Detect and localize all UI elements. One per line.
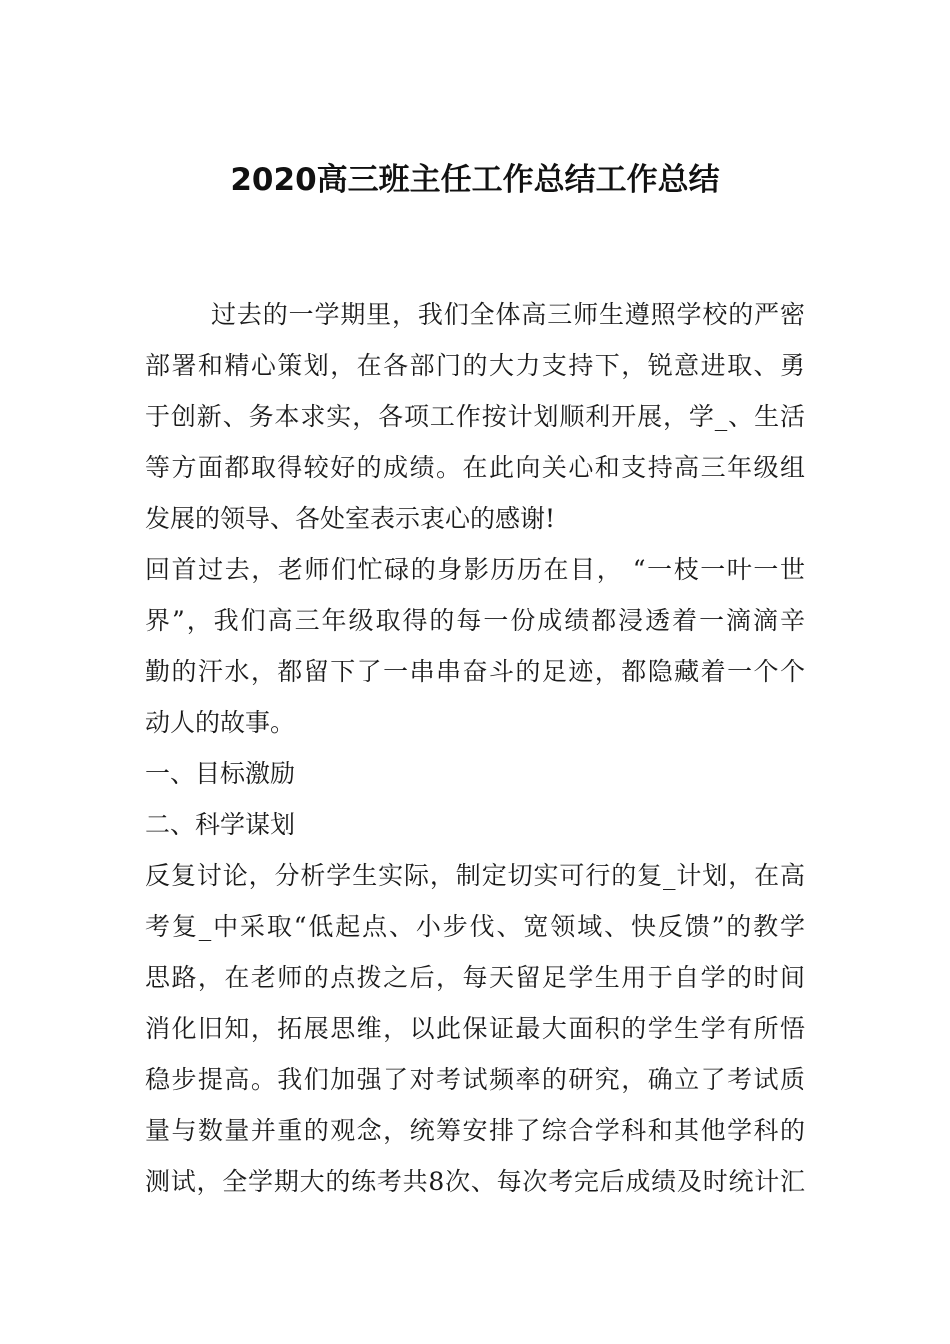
paragraph-line: 考复_中采取“低起点、小步伐、宽领域、快反馈”的教学 [145,912,805,941]
paragraph-line: 部署和精心策划，在各部门的大力支持下，锐意进取、勇 [145,351,805,380]
paragraph-line: 发展的领导、各处室表示衷心的感谢! [145,504,556,533]
paragraph-line: 消化旧知，拓展思维，以此保证最大面积的学生学有所悟 [145,1014,805,1043]
paragraph-line: 勤的汗水，都留下了一串串奋斗的足迹，都隐藏着一个个 [145,657,805,686]
paragraph-line: 量与数量并重的观念，统筹安排了综合学科和其他学科的 [145,1116,805,1145]
document-title: 2020高三班主任工作总结工作总结 [230,162,720,198]
section-heading: 二、科学谋划 [145,810,296,839]
document-body [145,289,805,1207]
paragraph-line: 思路，在老师的点拨之后，每天留足学生用于自学的时间 [145,963,805,992]
paragraph-line: 动人的故事。 [145,708,296,737]
paragraph-line: 回首过去，老师们忙碌的身影历历在目， “一枝一叶一世 [145,555,805,584]
section-heading: 一、目标激励 [145,759,296,788]
paragraph-line: 界”，我们高三年级取得的每一份成绩都浸透着一滴滴辛 [145,606,805,635]
paragraph-line: 于创新、务本求实，各项工作按计划顺利开展，学_、生活 [145,402,805,431]
paragraph-line: 反复讨论，分析学生实际，制定切实可行的复_计划，在高 [145,861,805,890]
paragraph-line: 稳步提高。我们加强了对考试频率的研究，确立了考试质 [145,1065,805,1094]
paragraph-line: 过去的一学期里，我们全体高三师生遵照学校的严密 [211,300,805,329]
paragraph-line: 等方面都取得较好的成绩。在此向关心和支持高三年级组 [145,453,805,482]
paragraph-line: 测试，全学期大的练考共8次、每次考完后成绩及时统计汇 [145,1167,805,1196]
